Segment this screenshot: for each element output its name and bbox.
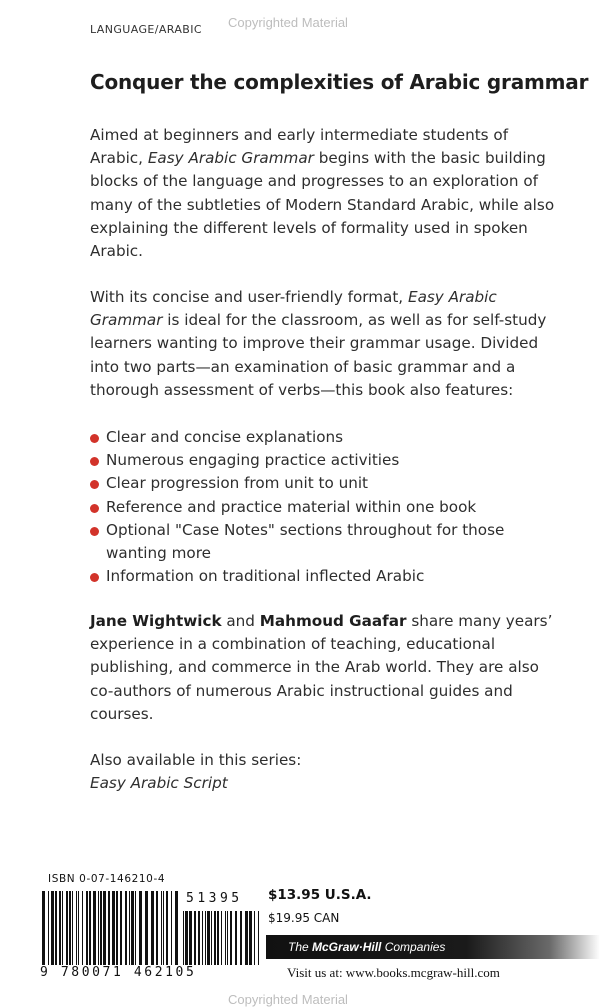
barcode-bar — [166, 891, 168, 965]
barcode-bar — [156, 891, 158, 965]
author-name: Mahmoud Gaafar — [259, 612, 407, 630]
barcode-bar — [100, 891, 102, 965]
barcode-bar — [245, 911, 248, 965]
barcode-bar — [42, 891, 45, 965]
bullet-icon — [90, 573, 99, 582]
barcode-bar — [145, 891, 148, 965]
barcode-bar — [120, 891, 122, 965]
barcode-bar — [185, 911, 188, 965]
barcode-bar — [55, 891, 57, 965]
barcode-bar — [161, 891, 162, 965]
feature-text: Clear progression from unit to unit — [106, 474, 368, 493]
price-us: $13.95 U.S.A. — [268, 887, 372, 903]
barcode-bar — [254, 911, 255, 965]
publisher-name: McGraw·Hill — [312, 940, 382, 954]
author-paragraph — [90, 610, 565, 726]
publisher-logo — [288, 940, 445, 954]
series-paragraph — [90, 749, 565, 795]
barcode-bar — [59, 891, 61, 965]
barcode-bar — [214, 911, 216, 965]
watermark-bottom: Copyrighted Material — [228, 992, 348, 1007]
bullet-icon — [90, 527, 99, 536]
ean-digits: 9 780071 462105 — [40, 965, 197, 980]
barcode-bar — [205, 911, 206, 965]
barcode-bar — [211, 911, 212, 965]
barcode-bar — [221, 911, 222, 965]
author-name: Jane Wightwick — [90, 612, 222, 630]
paragraph-text: is ideal for the classroom, as well as for self-study learners wanting to improve their grammar usage. Divided into two parts—an examination of basic grammar and a thorough assessment of verbs—this book also features: — [90, 311, 547, 399]
barcode-bar — [48, 891, 49, 965]
barcode-bar — [51, 891, 54, 965]
feature-item — [90, 449, 560, 472]
book-title: Easy Arabic Grammar — [147, 149, 314, 168]
publisher-website: Visit us at: www.books.mcgraw-hill.com — [287, 965, 500, 980]
series-book-title: Easy Arabic Script — [90, 774, 228, 793]
feature-text: Clear and concise explanations — [106, 428, 344, 446]
barcode-bar — [129, 891, 130, 965]
barcode-bar — [198, 911, 200, 965]
publisher-logo-text: The — [288, 940, 313, 954]
barcode-bar — [207, 911, 210, 965]
barcode-bar — [125, 891, 127, 965]
paragraph-text: Aimed at beginners and early intermediate students of Arabic, — [90, 126, 509, 168]
feature-item — [90, 519, 560, 565]
feature-list — [90, 426, 560, 588]
watermark-top: Copyrighted Material — [228, 15, 348, 30]
barcode-bar — [194, 911, 196, 965]
price-barcode-icon — [183, 911, 261, 965]
feature-text: Numerous engaging practice activities — [106, 451, 400, 470]
paragraph-text: and — [221, 612, 260, 630]
barcode-bar — [86, 891, 88, 965]
barcode-bar — [135, 891, 136, 965]
barcode-bar — [131, 891, 134, 965]
publisher-logo-text: Companies — [381, 940, 446, 954]
publisher-logo-band — [266, 935, 600, 959]
barcode-bar — [116, 891, 118, 965]
barcode-bar — [235, 911, 237, 965]
barcode-bar — [151, 891, 154, 965]
barcode-bar — [249, 911, 252, 965]
barcode-bar — [175, 891, 178, 965]
barcode-icon — [42, 891, 178, 965]
barcode-bar — [103, 891, 106, 965]
barcode-bar — [76, 891, 77, 965]
series-label: Also available in this series: — [90, 751, 302, 769]
bullet-icon — [90, 457, 99, 466]
barcode-bar — [89, 891, 91, 965]
barcode-bar — [66, 891, 68, 965]
barcode-bar — [230, 911, 232, 965]
barcode-bar — [171, 891, 172, 965]
barcode-bar — [62, 891, 63, 965]
bullet-icon — [90, 504, 99, 513]
headline: Conquer the complexities of Arabic grammar — [90, 70, 589, 94]
barcode-bar — [183, 911, 184, 965]
bullet-icon — [90, 434, 99, 443]
barcode-bar — [108, 891, 110, 965]
barcode-bar — [240, 911, 242, 965]
barcode-bar — [72, 891, 73, 965]
bullet-icon — [90, 480, 99, 489]
barcode-bar — [82, 891, 83, 965]
paragraph-text: share many years’ experience in a combination of teaching, educational publishing, and commerce in the Arab world. They are also co-authors of numerous Arabic instructional guides and courses. — [90, 612, 553, 723]
isbn-label: ISBN 0-07-146210-4 — [48, 873, 166, 885]
barcode-bar — [227, 911, 228, 965]
feature-item — [90, 496, 560, 519]
barcode-bar — [217, 911, 219, 965]
category-label: LANGUAGE/ARABIC — [90, 23, 202, 36]
feature-item — [90, 472, 560, 495]
feature-text: Optional "Case Notes" sections throughout for those wanting more — [106, 520, 505, 563]
description-paragraph — [90, 124, 565, 263]
feature-text: Information on traditional inflected Arabic — [106, 567, 425, 586]
barcode-bar — [258, 911, 259, 965]
feature-text: Reference and practice material within one book — [106, 497, 477, 516]
barcode-bar — [69, 891, 71, 965]
barcode-bar — [202, 911, 203, 965]
feature-item — [90, 426, 560, 449]
feature-item — [90, 565, 560, 588]
barcode-bar — [225, 911, 226, 965]
paragraph-text: With its concise and user-friendly format, — [90, 288, 408, 306]
barcode-bar — [139, 891, 142, 965]
barcode-bar — [189, 911, 192, 965]
format-paragraph — [90, 286, 565, 402]
paragraph-text: begins with the basic building blocks of the language and progresses to an exploration of many of the subtleties of Modern Standard Arabic, while also explaining the different levels of formality used in spoken Arabic. — [90, 149, 555, 261]
book-title: Easy Arabic Grammar — [90, 288, 497, 330]
barcode-bar — [93, 891, 96, 965]
barcode-bar — [112, 891, 115, 965]
barcode-bar — [163, 891, 164, 965]
barcode-bar — [78, 891, 79, 965]
barcode-bar — [98, 891, 99, 965]
price-code: 51395 — [186, 891, 243, 906]
price-can: $19.95 CAN — [268, 911, 340, 925]
